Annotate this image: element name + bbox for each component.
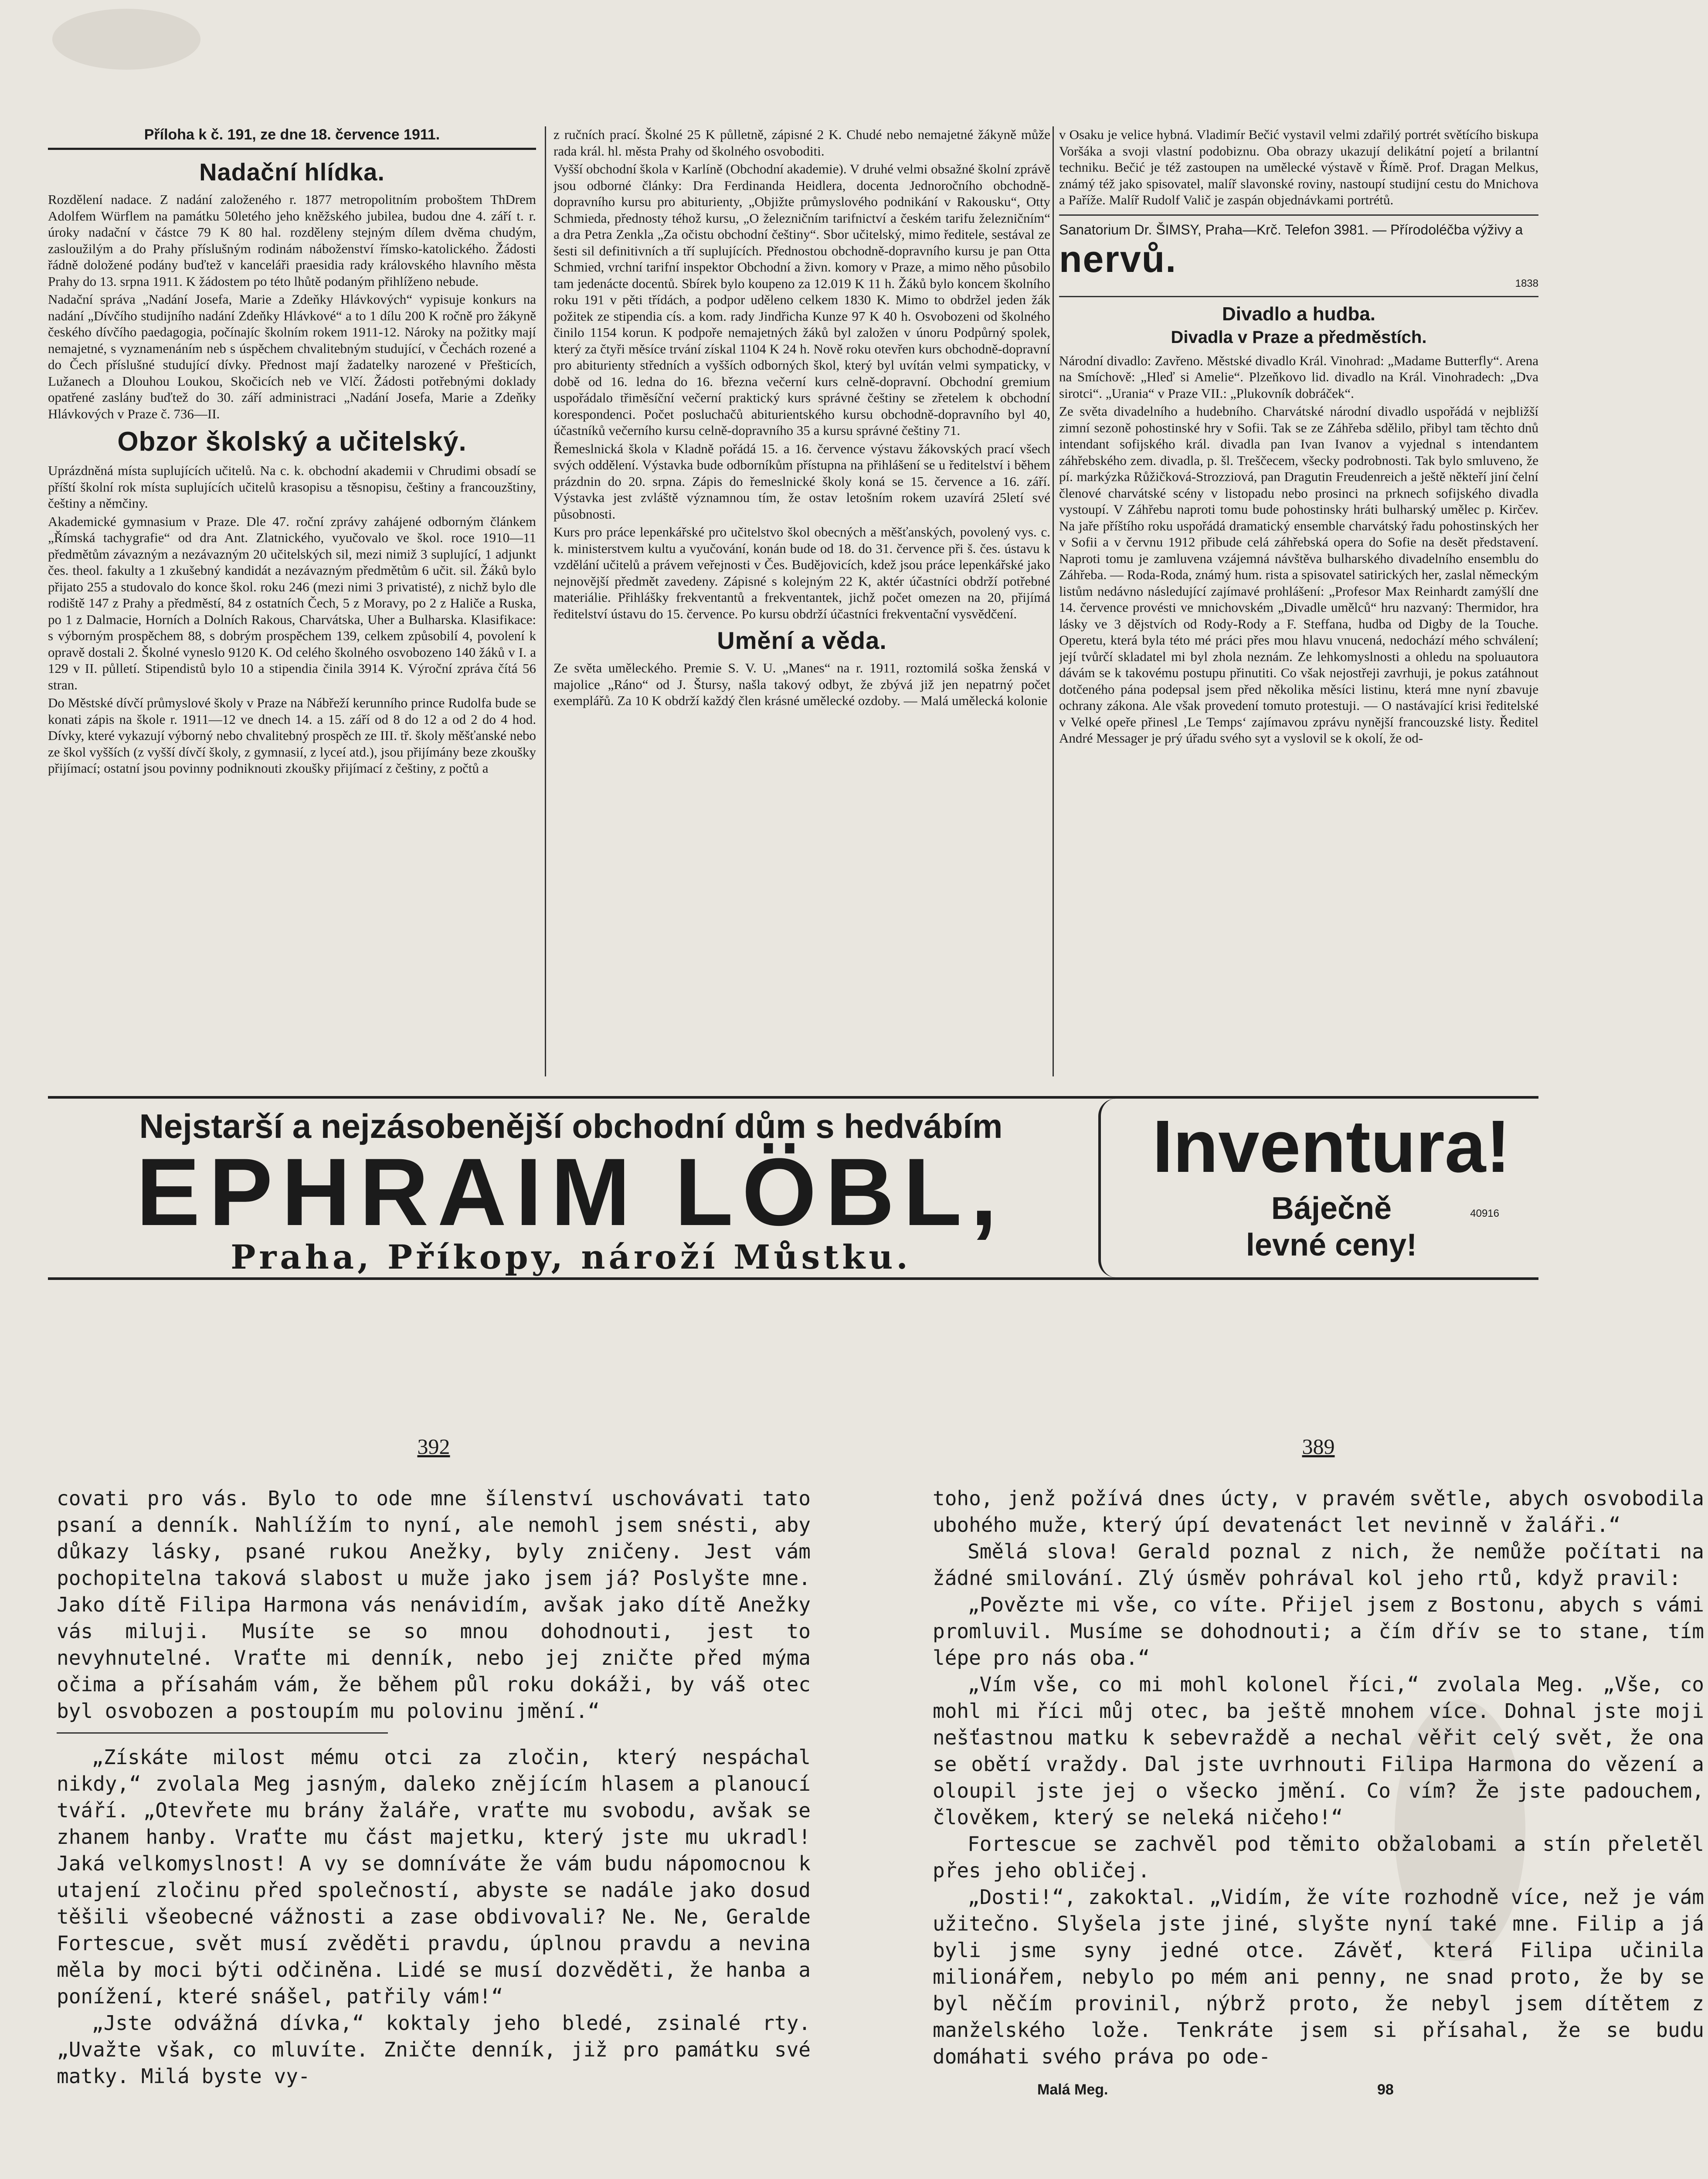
- running-head: Příloha k č. 191, ze dne 18. července 1911.: [48, 126, 536, 150]
- book-paragraph: „Vím vše, co mi mohl kolonel říci,“ zvolala Meg. „Vše, co mohl mi říci můj otec, ba ještě mnohem více. Dohnal jste moji nešťastnou matku k sebevraždě a nechal věřit celý svět, že ona se obětí vraždy. Dal jste uvrhnouti Filipa Harmona do vězení a oloupil jste jej o všecko jmění. Co vím? Že jste padouchem, člověkem, který se neleká ničeho!“: [933, 1673, 1704, 1829]
- ad-word: nervů.: [1059, 238, 1177, 280]
- ad-inventory-subline: levné ceny!: [1246, 1228, 1417, 1263]
- article-paragraph: Nadační správa „Nadání Josefa, Marie a Zdeňky Hlávkových“ vypisuje konkurs na nadání „Dívčího studijního nadání Zdeňky Hlávkové“ a to 1 dílu 200 K ročně pro žákyně českého dívčího paedagogia, počínajíc školním rokem 1911-12. Nároky na požitky mají nemajetné, s vyznamenáním neb s úspěchem chvalitebným studující, v Čechách rozené a do Čech příslušné studující dívky. Přednost mají žadatelky narozené v Přešticích, Lužanech a Dlouhou Loukou, Skočicích neb ve Vlčí. Žádosti potřebnými doklady opatřené zaslány buďtež do 30. září administraci „Nadání Josefa, Marie a Zdeňky Hlávkových v Praze č. 736—II.: [48, 292, 536, 421]
- paper-stain: [52, 9, 200, 70]
- advertisement-banner: [48, 1096, 1538, 1280]
- rule: [1059, 214, 1538, 216]
- column-divider: [1053, 126, 1054, 1076]
- article-paragraph: Řemeslnická škola v Kladně pořádá 15. a 16. července výstavu žákovských prací všech svých oddělení. Výstavka bude odborníkům přístupna na přihlášení se u ředitelství i během prázdnin do 20. srpna. Zápis do řemeslnické školy koná se 15. července a 16. září. Výstavka jest zvláště významnou tím, že ostav letošním rokem uzavírá 25letí své působnosti.: [553, 441, 1050, 522]
- book-page-left: [57, 1434, 811, 2179]
- book-page-right: [933, 1434, 1704, 2179]
- ad-inventory-title: Inventura!: [1152, 1105, 1511, 1188]
- newspaper-clipping: [48, 126, 1538, 1076]
- article-paragraph: Národní divadlo: Zavřeno. Městské divadlo Král. Vinohrad: „Madame Butterfly“. Arena na Smíchově: „Hleď si Amelie“. Plzeňkovo lid. divadlo na Král. Vinohradech: „Dva sirotci“. „Urania“ v Praze VII.: „Plukovník dobráček“.: [1059, 353, 1538, 401]
- column-left: [48, 126, 536, 1076]
- book-paragraph: „Získáte milost mému otci za zločin, který nespáchal nikdy,“ zvolala Meg jasným, daleko znějícím hlasem a planoucí tváří. „Otevřete mu brány žaláře, vraťte mu svobodu, avšak se zhanem hanby. Vraťte mu část majetku, který jste mu ukradl! Jaká velkomyslnost! A vy se domníváte že vám budu nápomocnou k utajení zločinu před společností, abyste se nadále jako dosud těšili všeobecné vážnosti a zase obdivovali? Ne. Ne, Geralde Fortescue, svět musí zvěděti pravdu, úplnou pravdu a nevina měla by moci býti odčiněna. Lidé se musí dozvěděti, že hanba a ponížení, které snášel, patřily vám!“: [57, 1745, 811, 2008]
- article-paragraph: Ze světa uměleckého. Premie S. V. U. „Manes“ na r. 1911, roztomilá soška ženská v majolice „Ráno“ od J. Štursy, našla takový odbyt, že zbývá již jen nepatrný počet exemplářů. Za 10 K obdrží každý člen krásné umělecké ozdoby. — Malá umělecká kolonie: [553, 660, 1050, 708]
- page-number: 389: [1302, 1434, 1335, 1459]
- article-paragraph: Akademické gymnasium v Praze. Dle 47. roční zprávy zahájené odborným článkem „Římská tachygrafie“ od dra Ant. Zlatnického, vyučovalo ve škol. roce 1910—11 předmětům závazným a nezávazným 20 učitelských sil, mezi nimiž 3 suplující, 1 adjunkt čes. theol. fakulty a 1 zkušebný kandidát a nezávazným předmětům 6 učit. sil. Žáků bylo přijato 255 a studovalo do konce škol. roku 246 (mezi nimi 3 privatisté), z nichž bylo dle rodiště 147 z Prahy a předměstí, 84 z ostatních Čech, 5 z Moravy, po 2 z Haliče a Ruska, po 1 z Dalmacie, Horních a Dolních Rakous, Charvátska, Uher a Bulharska. Klasifikace: s výborným prospěchem 88, s dobrým prospěchem 139, celkem způsobilí 4, povolení k opravě dostali 2. Školné vyneslo 9120 K. Od celého školného osvobozeno 140 žáků v I. a 129 v II. půlletí. Stipendistů bylo 10 a stipendia činila 3914 K. Výroční zpráva čítá 56 stran.: [48, 513, 536, 692]
- article-paragraph: z ručních prací. Školné 25 K půlletně, zápisné 2 K. Chudé nebo nemajetné žákyně může rada král. hl. města Prahy od školného osvoboditi.: [553, 127, 1050, 159]
- book-paragraph: „Dosti!“, zakoktal. „Vidím, že víte rozhodně více, než je vám užitečno. Slyšela jste jiné, slyšte nyní také mne. Filip a já byli jsme syny jedné otce. Závěť, která Filipa učinila milionářem, nebylo po mém ani penny, ne snad proto, že by se byl něčím provinil, nýbrž proto, že nebyl jsem dítětem z manželského lože. Tenkráte jsem si přísahal, že se budu domáhati svého práva po ode-: [933, 1885, 1704, 2068]
- book-footer: [933, 2081, 1704, 2103]
- column-right: [1059, 126, 1538, 1076]
- book-paragraph: Smělá slova! Gerald poznal z nich, že nemůže počítati na žádné smilování. Zlý úsměv pohrával kol jeho rtů, když pravil:: [933, 1540, 1704, 1590]
- loebl-ad: [48, 1099, 1094, 1277]
- article-paragraph: Kurs pro práce lepenkářské pro učitelstvo škol obecných a měšťanských, povolený vys. c. k. ministerstvem kultu a vyučování, konán bude od 18. do 31. července při š. čes. ústavu k vzdělání učitelů a právem veřejnosti v Čes. Budějovicích, kdež jsou práce lepenkářské jako nejnovější předmět zavedeny. Zápisné s kolejným 22 K, aktér účastníci obdrží potřebné materiálie. Přihlášky frekventantů a frekventantek, jichž počet omezen na 20, přijímá ředitelství ústavu do 15. července. Po kursu obdrží účastníci frekventační vysvědčení.: [553, 524, 1050, 621]
- section-title-theatre: Divadlo a hudba.: [1222, 303, 1376, 325]
- ad-text: Sanatorium Dr. ŠIMSY, Praha—Krč. Telefon 3981. — Přírodoléčba výživy a: [1059, 221, 1523, 238]
- article-paragraph: Rozdělení nadace. Z nadání založeného r. 1877 metropolitním proboštem ThDrem Adolfem Würflem na památku 50letého jeho kněžského jubilea, budou dne 4. září t. r. úroky nadační v částce 79 K 80 hal. rozděleny stejným dílem dvěma chudým, zasloužilým a do Prahy příslušným rodinám náboženství římsko-katolického. Žádosti řádně doložené podány buďtež v kanceláři praesidia rady královského hlavního města Prahy do 13. srpna 1911. K žádostem po této lhůtě podaným přihlíženo nebude.: [48, 192, 536, 289]
- section-title-school: Obzor školský a učitelský.: [117, 427, 467, 457]
- sanatorium-ad: [1059, 222, 1538, 290]
- article-paragraph: v Osaku je velice hybná. Vladimír Bečić vystavil velmi zdařilý portrét světícího biskupa Voršáka a svoji vlastní podobiznu. Oba obrazy ukazují delikátní pojetí a brilantní techniku. Bečić je též zastoupen na umělecké výstavě v Římě. Prof. Dragan Melkus, známý též jako spisovatel, malíř slavonské roviny, nastoupí studijní cestu do Mnichova a Paříže. Malíř Rudolf Valič je zaspán objednávkami portrétů.: [1059, 127, 1538, 207]
- ad-company-name: EPHRAIM LÖBL,: [136, 1138, 1006, 1246]
- brace-divider: [1098, 1099, 1118, 1277]
- rule: [1059, 296, 1538, 297]
- ad-tagline: Nejstarší a nejzásobenější obchodní dům s hedvábím: [139, 1107, 1003, 1145]
- book-paragraph: covati pro vás. Bylo to ode mne šílenství uschovávati tato psaní a denník. Nahlížím to nyní, ale nemohl jsem snésti, aby důkazy lásky, psané rukou Anežky, byly zničeny. Jest vám pochopitelna taková slabost u muže jako jsem já? Poslyšte mne. Jako dítě Filipa Harmona vás nenávidím, avšak jako dítě Anežky vás miluji. Musíte se so mnou dohodnouti, jest to nevyhnutelné. Vraťte mi denník, nebo jej zničte před mýma očima a přísahám vám, že během půl roku dokáži, by váš otec byl osvobozen a postoupím mu polovinu jmění.“: [57, 1487, 811, 1723]
- inventura-ad: [1124, 1099, 1538, 1277]
- book-paragraph: Fortescue se zachvěl pod těmito obžalobami a stín přeletěl přes jeho obličej.: [933, 1832, 1704, 1882]
- page-number: 392: [417, 1434, 450, 1459]
- rule: [57, 1732, 388, 1734]
- signature-mark: Malá Meg.: [1037, 2081, 1108, 2098]
- ad-number: 40916: [1470, 1208, 1499, 1219]
- section-title-foundations: Nadační hlídka.: [199, 158, 385, 186]
- book-paragraph: toho, jenž požívá dnes úcty, v pravém světle, abych osvobodila ubohého muže, který úpí devatenáct let nevinně v žaláři.“: [933, 1487, 1704, 1537]
- section-title-art: Umění a věda.: [717, 627, 887, 654]
- article-paragraph: Ze světa divadelního a hudebního. Charvátské národní divadlo uspořádá v nejbližší zimní sezoně pohostinské hry v Sofii. Tak se ze Záhřeba sdělilo, přibyl tam těchto dnů intendant sofijského král. divadla pan Ivan Ivanov a vyjednal s intendantem záhřebského zem. divadla, p. šl. Treščecem, všecky podrobnosti. Tak bylo smluveno, že pí. markýzka Růžičková-Strozziová, pan Dragutin Freudenreich a ještě někteří jiní čelní členové charvátské scény v listopadu nebo prosinci na prknech sofijského divadla vystoupí. V Záhřebu naproti tomu bude pohostinsky hráti bulharský umělec p. Kirčev. Na jaře příštího roku uspořádá dramatický ensemble charvátský řadu pohostinských her v Sofii a v červnu 1912 přibude celá záhřebská opera do Sofie na desět představení. Naproti tomu je zamluvena vzájemná návštěva bulharského divadelního ensemblu do Záhřeba. — Roda-Roda, známý hum. rista a spisovatel satirických her, zaslal německým listům nedávno následující zajímavé prohlášení: „Profesor Max Reinhardt zamýšlí dne 14. července provésti ve mnichovském „Divadle umělců“ hru nazvaný: Thermidor, hra lásky ve 3 dějstvích od Rody-Rody a F. Steffana, hudba od Digby de la Touche. Operetu, která byla této mé práci přes mou hlavu vnucená, nedochází mého schválení; její tvůrčí skladatel mi byl zhola neznám. Ze lehkomyslnosti a ohledu na spoluautora dávám se k takovému postupu přinutiti. Co však nejostřeji zavrhuji, je pokus zatáhnout dotčeného pána podepsal jsem před několika měsíci listinu, která mne nyní zbavuje ochrany zákona. Ale však provedení tomuto protestuji. — O nastávající krisi ředitelské v Velké opeře přinesl ‚Le Temps‘ zajímavou zprávu nynější francouzské listy. Ředitel André Messager je prý úřadu svého syt a vyslovil se k okolí, že od-: [1059, 404, 1538, 746]
- book-paragraph: „Jste odvážná dívka,“ koktaly jeho bledé, zsinalé rty. „Uvažte však, co mluvíte. Zničte denník, již pro památku své matky. Milá byste vy-: [57, 2011, 811, 2088]
- article-paragraph: Vyšší obchodní škola v Karlíně (Obchodní akademie). V druhé velmi obsažné školní zprávě jsou odborné články: Dra Ferdinanda Heidlera, docenta Jednoročního obchodně-dopravního kursu pro abiturienty, „Objižte průmyslového podnikání v Rakousku“, Otty Schmieda, přednosty téhož kursu, „O železničním tarifnictví a českém tarifu železničním“ a dra Petra Zenkla „Za očistu obchodní češtiny“. Sbor učitelský, mimo ředitele, sestával ze šesti sil definitivních a tří suplujících. Přednostou obchodně-dopravního kursu je pan Otta Schmied, vrchní tarifní inspektor Obchodní a živn. komory v Praze, a mimo něho působilo tam jedenácte docentů. Sbírek bylo koupeno za 12.019 K 11 h. Žáků bylo koncem školního roku 191 v pěti třídách, a podpor uděleno celkem 1830 K. Mimo to obdržel jeden žák požitek ze stipendia cís. a kom. rady Jindřicha Kunze 97 K 40 h. Osvobozeni od školného činilo 1154 korun. K podpoře nemajetných žáků byl založen v únoru Podpůrný spolek, který za čtyři měsíce trvání získal 1104 K 24 h. Nově roku otevřen kurs obchodně-dopravní pro abiturienty středních a vyšších odborných škol, který byl uvítán velmi sympaticky, v době od 16. ledna do 16. března večerní kurs celně-dopravní. Obchodní gremium uspořádalo třiměsíční večerní praktický kurs správné češtiny se zřetelem k obchodní korespondenci. Počet posluchačů abiturientského kursu obchodně-dopravního byl 40, účastníků večerního kursu celně-dopravního 35 a kursu správné češtiny 71.: [553, 161, 1050, 438]
- book-paragraph: „Povězte mi vše, co víte. Přijel jsem z Bostonu, abych s vámi promluvil. Musíme se dohodnouti; a čím dřív se to stane, tím lépe pro nás oba.“: [933, 1593, 1704, 1670]
- signature-number: 98: [1377, 2081, 1394, 2098]
- column-divider: [545, 126, 546, 1076]
- article-paragraph: Uprázdněná místa suplujících učitelů. Na c. k. obchodní akademii v Chrudimi obsadí se příští školní rok místa suplujících učitelů krasopisu a těsnopisu, češtiny a francouzštiny, češtiny a němčiny.: [48, 463, 536, 511]
- ad-address: Praha, Příkopy, nároží Můstku.: [231, 1238, 911, 1276]
- ad-number: 1838: [1515, 277, 1538, 289]
- article-paragraph: Do Městské dívčí průmyslové školy v Praze na Nábřeží kerunního prince Rudolfa bude se konati zápis na škole r. 1911—12 ve dnech 14. a 15. září od 8 do 12 a od 2 do 4 hod. Dívky, které vykazují výborný nebo chvalitebný prospěch ze III. tř. školy měšťanské nebo ze škol vyšších (z vyšší dívčí školy, z gymnasií, z lyceí atd.), jsou přijímány beze zkoušky přijímací; ostatní jsou povinny podniknouti zkoušky přijímací z češtiny, z počtů a: [48, 695, 536, 776]
- section-subtitle-theatres: Divadla v Praze a předměstích.: [1171, 327, 1427, 347]
- ad-inventory-subline: Báječně: [1271, 1191, 1392, 1226]
- column-middle: [553, 126, 1050, 1076]
